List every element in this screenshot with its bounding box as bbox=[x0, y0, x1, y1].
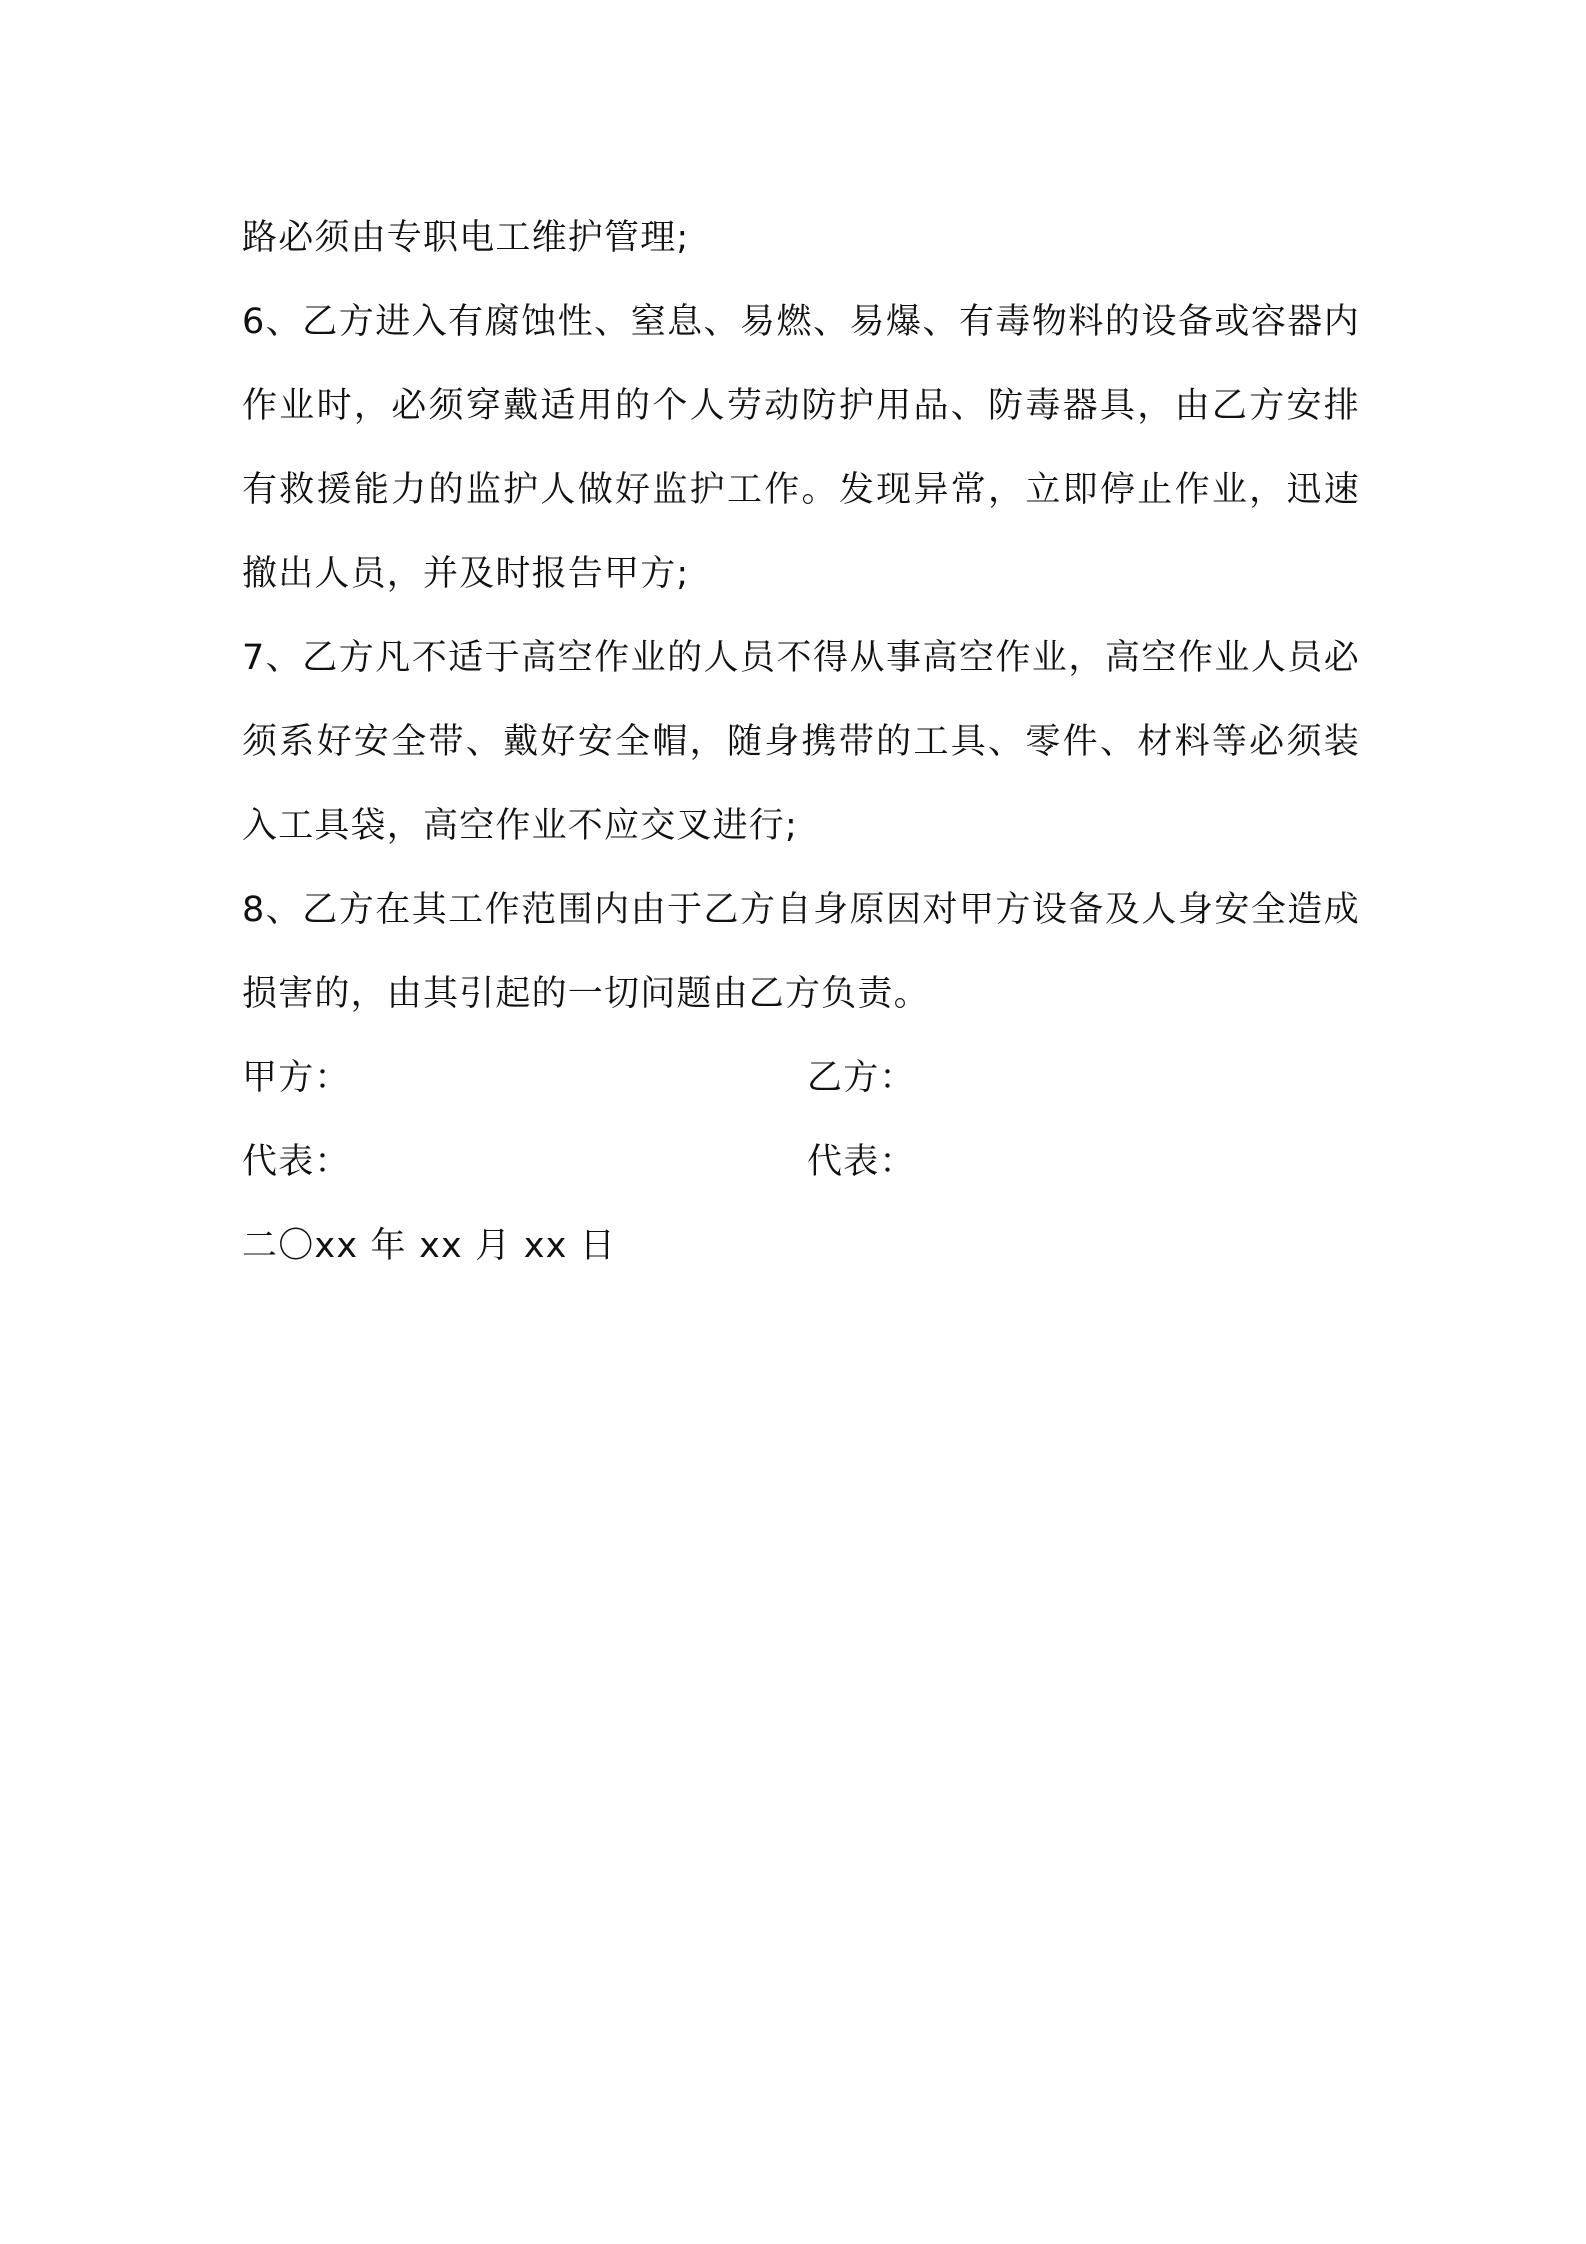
party-b-label: 乙方： bbox=[807, 1058, 916, 1098]
paragraph-clause-8: 8、乙方在其工作范围内由于乙方自身原因对甲方设备及人身安全造成损害的，由其引起的一切问题由乙方负责。 bbox=[242, 890, 1360, 1014]
signing-date: 二〇xx 年 xx 月 xx 日 bbox=[242, 1226, 617, 1266]
paragraph-clause-5-end: 路必须由专职电工维护管理; bbox=[242, 218, 690, 258]
document-body bbox=[242, 196, 1360, 1288]
signature-row-representatives bbox=[242, 1120, 1360, 1204]
paragraph-clause-7: 7、乙方凡不适于高空作业的人员不得从事高空作业，高空作业人员必须系好安全带、戴好安全帽，随身携带的工具、零件、材料等必须装入工具袋，高空作业不应交叉进行; bbox=[242, 638, 1360, 846]
signature-row-parties bbox=[242, 1036, 1360, 1120]
representative-b-label: 代表： bbox=[807, 1142, 916, 1182]
party-a-label: 甲方： bbox=[242, 1058, 351, 1098]
paragraph-clause-6: 6、乙方进入有腐蚀性、窒息、易燃、易爆、有毒物料的设备或容器内作业时，必须穿戴适用的个人劳动防护用品、防毒器具，由乙方安排有救援能力的监护人做好监护工作。发现异常，立即停止作业，迅速撤出人员，并及时报告甲方; bbox=[242, 302, 1360, 594]
representative-a-label: 代表： bbox=[242, 1142, 351, 1182]
